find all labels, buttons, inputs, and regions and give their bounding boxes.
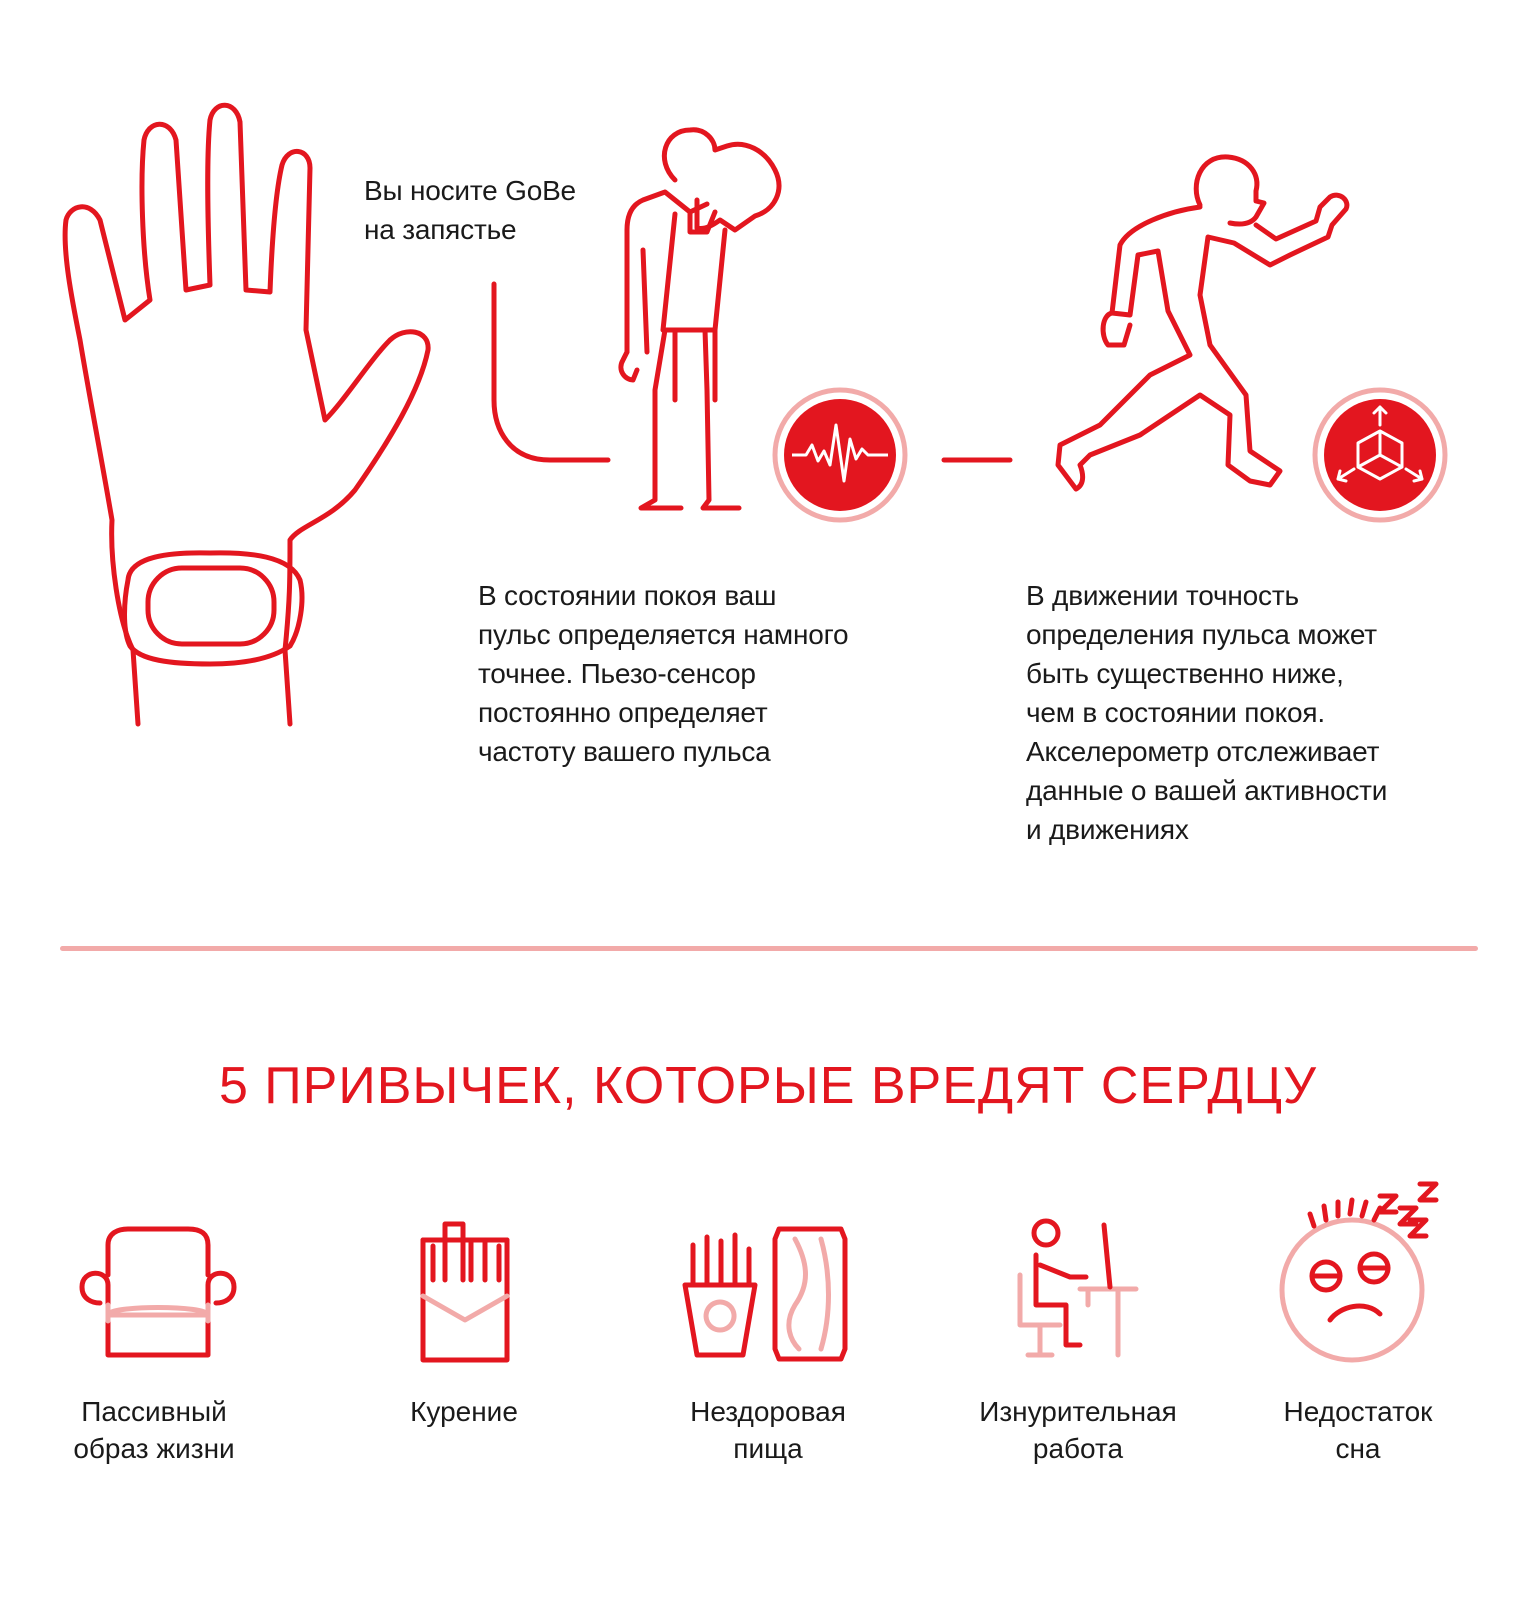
- section-divider: [60, 946, 1478, 951]
- habits-title: 5 ПРИВЫЧЕК, КОТОРЫЕ ВРЕДЯТ СЕРДЦУ: [218, 1057, 1318, 1115]
- habit-label-line: Недостаток: [1283, 1396, 1433, 1427]
- rest-line: частоту вашего пульса: [478, 736, 771, 767]
- connector-line: [490, 280, 620, 470]
- cigarette-pack-icon: [415, 1220, 515, 1365]
- habit-label-line: Нездоровая: [690, 1396, 846, 1427]
- motion-line: В движении точность: [1026, 580, 1299, 611]
- wrist-note: [364, 171, 576, 249]
- habit-label-line: пища: [733, 1433, 803, 1464]
- heartbeat-sensor-icon: [770, 385, 910, 525]
- habit-label-line: сна: [1335, 1433, 1381, 1464]
- habit-label-line: Пассивный: [81, 1396, 227, 1427]
- wrist-note-line: на запястье: [364, 214, 517, 245]
- motion-description: [1026, 576, 1387, 849]
- habit-label-line: Курение: [410, 1396, 518, 1427]
- motion-line: чем в состоянии покоя.: [1026, 697, 1325, 728]
- accelerometer-sensor-icon: [1310, 385, 1450, 525]
- dash-connector: [940, 455, 1020, 465]
- motion-line: определения пульса может: [1026, 619, 1377, 650]
- wrist-note-line: Вы носите GoBe: [364, 175, 576, 206]
- motion-line: быть существенно ниже,: [1026, 658, 1344, 689]
- habit-label-line: Изнурительная: [979, 1396, 1177, 1427]
- habit-label-passive: [14, 1393, 294, 1467]
- motion-line: и движениях: [1026, 814, 1189, 845]
- rest-line: В состоянии покоя ваш: [478, 580, 777, 611]
- habit-label-food: [628, 1393, 908, 1467]
- fast-food-icon: [675, 1225, 855, 1365]
- habit-label-smoking: [324, 1393, 604, 1430]
- habit-label-line: работа: [1032, 1433, 1124, 1464]
- motion-line: данные о вашей активности: [1026, 775, 1388, 806]
- habit-label-line: образ жизни: [73, 1433, 235, 1464]
- rest-description: [478, 576, 848, 771]
- hand-with-band-icon: [0, 0, 460, 740]
- motion-line: Акселерометр отслеживает: [1026, 736, 1380, 767]
- rest-line: постоянно определяет: [478, 697, 768, 728]
- armchair-icon: [78, 1225, 238, 1360]
- desk-worker-icon: [1010, 1215, 1150, 1365]
- rest-line: точнее. Пьезо-сенсор: [478, 658, 756, 689]
- habit-label-work: [938, 1393, 1218, 1467]
- habit-label-sleep: [1218, 1393, 1498, 1467]
- rest-line: пульс определяется намного: [478, 619, 849, 650]
- sleepy-face-icon: [1270, 1180, 1470, 1370]
